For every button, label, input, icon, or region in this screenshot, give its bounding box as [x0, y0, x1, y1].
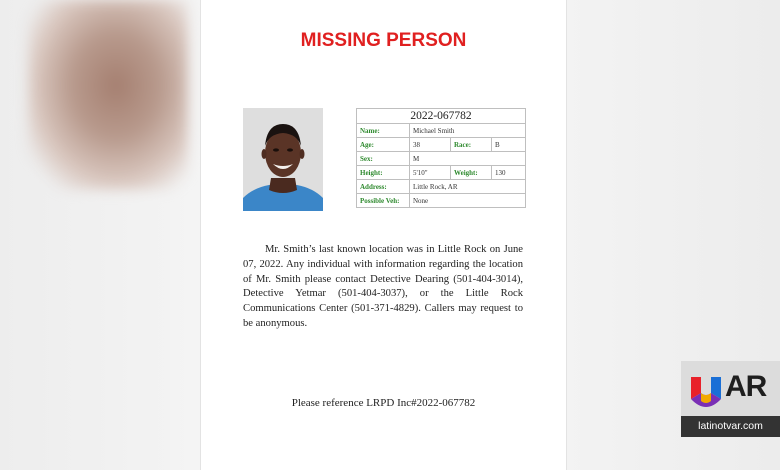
address-label: Address:	[357, 180, 410, 194]
age-value: 38	[410, 138, 451, 152]
logo-state-text: AR	[725, 370, 767, 403]
name-value: Michael Smith	[410, 124, 526, 138]
univision-u-icon	[689, 375, 723, 411]
reference-line: Please reference LRPD Inc#2022-067782	[291, 397, 476, 409]
weight-label: Weight:	[451, 166, 492, 180]
height-value: 5'10"	[410, 166, 451, 180]
vehicle-label: Possible Veh:	[357, 194, 410, 208]
vehicle-value: None	[410, 194, 526, 208]
sex-label: Sex:	[357, 152, 410, 166]
race-value: B	[492, 138, 526, 152]
weight-value: 130	[492, 166, 526, 180]
missing-person-flyer	[200, 0, 567, 470]
blurred-photo-background	[28, 0, 188, 190]
name-label: Name:	[357, 124, 410, 138]
sex-value: M	[410, 152, 526, 166]
case-number: 2022-067782	[357, 109, 526, 124]
blurred-background-left	[0, 0, 200, 470]
flyer-title: MISSING PERSON	[300, 30, 467, 51]
details-paragraph	[243, 243, 523, 332]
height-label: Height:	[357, 166, 410, 180]
details-paragraph-text: Mr. Smith’s last known location was in Little Rock on June 07, 2022. Any individual with information regarding the location of Mr. Smith please contact Detective Dearing (501-404-3014), Detective Yetmar (501-404-3037), or the Little Rock Communications Center (501-371-4829). Callers may request to be anonymous.	[243, 244, 523, 329]
age-label: Age:	[357, 138, 410, 152]
person-details-table	[356, 108, 526, 208]
station-url: latinotvar.com	[681, 416, 780, 437]
address-value: Little Rock, AR	[410, 180, 526, 194]
person-photo	[243, 108, 323, 211]
race-label: Race:	[451, 138, 492, 152]
